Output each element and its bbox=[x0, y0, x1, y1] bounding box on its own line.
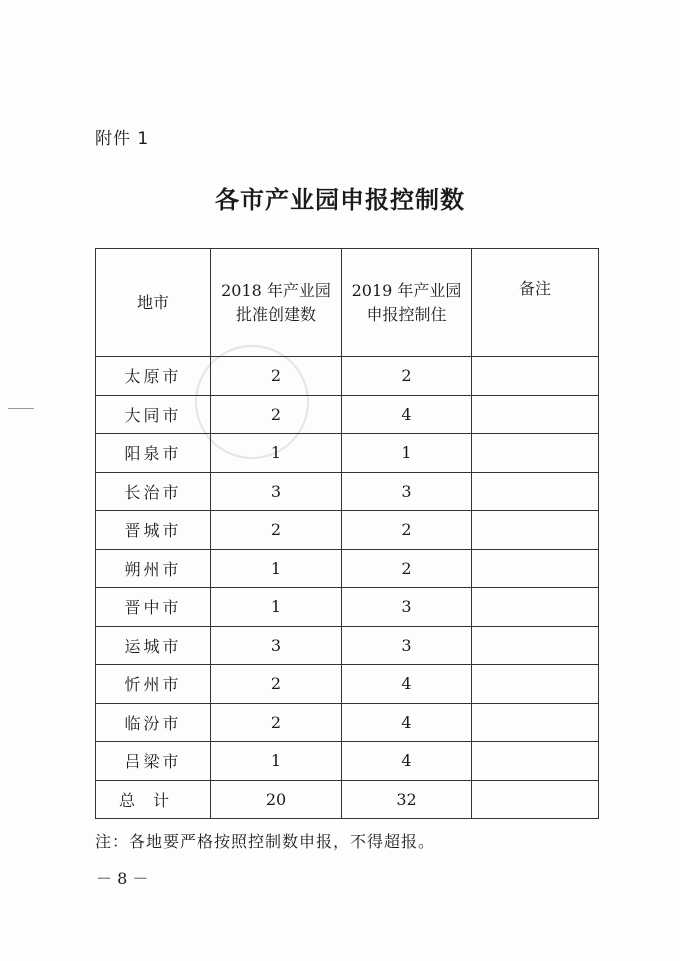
cell-city: 朔州市 bbox=[96, 549, 211, 588]
header-note-label: 备注 bbox=[518, 279, 551, 298]
cell-note bbox=[472, 626, 599, 665]
margin-mark bbox=[8, 408, 34, 409]
cell-city: 阳泉市 bbox=[96, 434, 211, 473]
table-row bbox=[96, 588, 599, 627]
cell-quota-2019: 3 bbox=[342, 588, 472, 627]
cell-city: 忻州市 bbox=[96, 665, 211, 704]
header-quota-2019-line2: 申报控制住 bbox=[366, 304, 447, 324]
cell-note bbox=[472, 395, 599, 434]
table-row bbox=[96, 626, 599, 665]
header-quota-2019-line1: 2019 年产业园 bbox=[351, 280, 462, 300]
header-city: 地市 bbox=[96, 249, 211, 357]
header-note bbox=[472, 249, 599, 357]
cell-quota-2019: 2 bbox=[342, 511, 472, 550]
cell-note bbox=[472, 588, 599, 627]
cell-note bbox=[472, 742, 599, 781]
table-row bbox=[96, 472, 599, 511]
footnote: 注：各地要严格按照控制数申报，不得超报。 bbox=[95, 832, 436, 851]
cell-approved-2018: 3 bbox=[211, 472, 342, 511]
cell-approved-2018: 1 bbox=[211, 549, 342, 588]
cell-city: 太原市 bbox=[96, 357, 211, 396]
cell-city: 吕梁市 bbox=[96, 742, 211, 781]
cell-approved-2018: 3 bbox=[211, 626, 342, 665]
cell-note bbox=[472, 472, 599, 511]
cell-total-approved-2018: 20 bbox=[211, 780, 342, 819]
table-row bbox=[96, 395, 599, 434]
cell-quota-2019: 4 bbox=[342, 665, 472, 704]
cell-quota-2019: 4 bbox=[342, 395, 472, 434]
header-approved-2018-line1: 2018 年产业园 bbox=[221, 280, 331, 300]
cell-quota-2019: 1 bbox=[342, 434, 472, 473]
page-number: － 8 － bbox=[96, 869, 149, 888]
cell-total-label: 总计 bbox=[96, 780, 211, 819]
cell-quota-2019: 4 bbox=[342, 742, 472, 781]
table-row bbox=[96, 434, 599, 473]
cell-note bbox=[472, 357, 599, 396]
cell-city: 大同市 bbox=[96, 395, 211, 434]
cell-city: 运城市 bbox=[96, 626, 211, 665]
cell-note bbox=[472, 665, 599, 704]
cell-quota-2019: 2 bbox=[342, 549, 472, 588]
table-row bbox=[96, 742, 599, 781]
cell-total-note bbox=[472, 780, 599, 819]
cell-approved-2018: 2 bbox=[211, 511, 342, 550]
cell-quota-2019: 2 bbox=[342, 357, 472, 396]
cell-city: 晋中市 bbox=[96, 588, 211, 627]
attachment-label: 附件 1 bbox=[95, 129, 150, 149]
cell-quota-2019: 3 bbox=[342, 626, 472, 665]
table-row bbox=[96, 357, 599, 396]
cell-approved-2018: 2 bbox=[211, 357, 342, 396]
cell-approved-2018: 1 bbox=[211, 434, 342, 473]
cell-note bbox=[472, 703, 599, 742]
table-row bbox=[96, 511, 599, 550]
table-row bbox=[96, 703, 599, 742]
table-body bbox=[96, 357, 599, 819]
table-row bbox=[96, 549, 599, 588]
cell-quota-2019: 4 bbox=[342, 703, 472, 742]
cell-approved-2018: 1 bbox=[211, 588, 342, 627]
cell-note bbox=[472, 511, 599, 550]
cell-city: 长治市 bbox=[96, 472, 211, 511]
cell-approved-2018: 2 bbox=[211, 665, 342, 704]
header-approved-2018 bbox=[211, 249, 342, 357]
cell-note bbox=[472, 434, 599, 473]
cell-note bbox=[472, 549, 599, 588]
cell-city: 晋城市 bbox=[96, 511, 211, 550]
header-approved-2018-line2: 批准创建数 bbox=[235, 304, 316, 324]
quota-table bbox=[95, 248, 599, 819]
header-quota-2019 bbox=[342, 249, 472, 357]
cell-city: 临汾市 bbox=[96, 703, 211, 742]
cell-quota-2019: 3 bbox=[342, 472, 472, 511]
table-row bbox=[96, 665, 599, 704]
cell-approved-2018: 2 bbox=[211, 395, 342, 434]
cell-approved-2018: 2 bbox=[211, 703, 342, 742]
table-total-row bbox=[96, 780, 599, 819]
cell-total-quota-2019: 32 bbox=[342, 780, 472, 819]
cell-approved-2018: 1 bbox=[211, 742, 342, 781]
table-header-row bbox=[96, 249, 599, 357]
document-title: 各市产业园申报控制数 bbox=[215, 186, 465, 214]
